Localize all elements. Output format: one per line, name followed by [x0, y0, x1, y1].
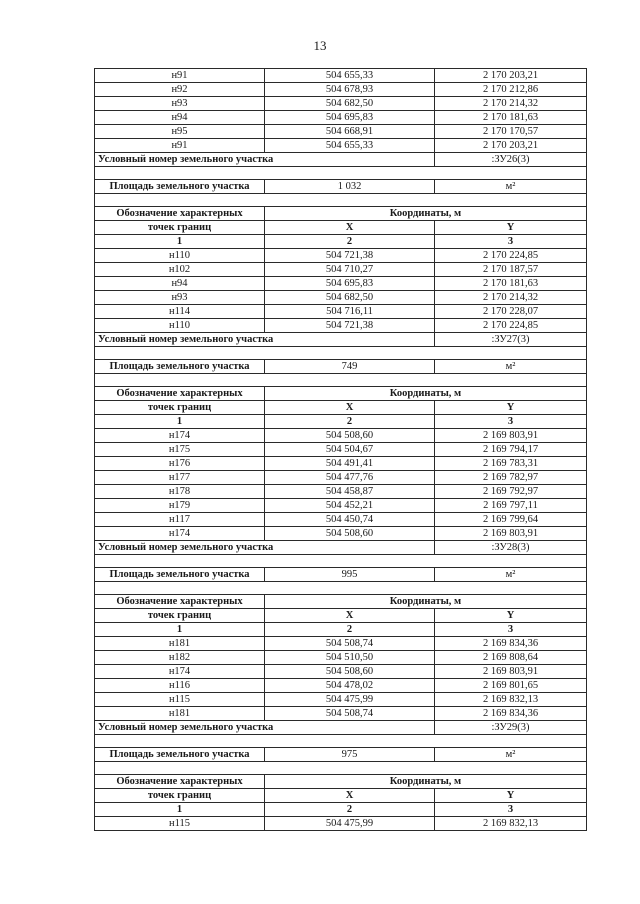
table-row [95, 305, 587, 319]
x-value: 504 508,74 [265, 707, 435, 721]
y-value: 2 170 228,07 [435, 305, 587, 319]
area-label: Площадь земельного участка [95, 360, 265, 374]
y-value: 2 169 794,17 [435, 443, 587, 457]
point-name: н176 [95, 457, 265, 471]
point-name: н102 [95, 263, 265, 277]
column-number: 2 [265, 415, 435, 429]
x-header: X [265, 789, 435, 803]
column-number: 2 [265, 235, 435, 249]
header-row [95, 221, 587, 235]
x-value: 504 695,83 [265, 111, 435, 125]
cadastral-row [95, 333, 587, 347]
point-name: н117 [95, 513, 265, 527]
y-value: 2 170 181,63 [435, 111, 587, 125]
header-row [95, 387, 587, 401]
table-row [95, 429, 587, 443]
x-value: 504 508,60 [265, 429, 435, 443]
y-value: 2 169 782,97 [435, 471, 587, 485]
column-number: 1 [95, 623, 265, 637]
spacer-row [95, 735, 587, 748]
spacer-cell [95, 347, 587, 360]
cadastral-number: :ЗУ29(3) [435, 721, 587, 735]
point-name: н95 [95, 125, 265, 139]
x-value: 504 682,50 [265, 291, 435, 305]
point-name: н94 [95, 277, 265, 291]
table-row [95, 637, 587, 651]
y-value: 2 170 212,86 [435, 83, 587, 97]
cadastral-row [95, 541, 587, 555]
y-value: 2 169 832,13 [435, 693, 587, 707]
x-value: 504 710,27 [265, 263, 435, 277]
y-value: 2 170 203,21 [435, 139, 587, 153]
x-header: X [265, 609, 435, 623]
x-header: X [265, 401, 435, 415]
cadastral-label: Условный номер земельного участка [95, 721, 435, 735]
table-row [95, 249, 587, 263]
y-value: 2 169 801,65 [435, 679, 587, 693]
y-header: Y [435, 221, 587, 235]
area-value: 975 [265, 748, 435, 762]
header-row [95, 609, 587, 623]
y-value: 2 169 803,91 [435, 665, 587, 679]
column-number-row [95, 623, 587, 637]
x-value: 504 477,76 [265, 471, 435, 485]
table-row [95, 97, 587, 111]
spacer-row [95, 167, 587, 180]
table-row [95, 83, 587, 97]
area-label: Площадь земельного участка [95, 180, 265, 194]
cadastral-label: Условный номер земельного участка [95, 541, 435, 555]
area-unit: м² [435, 180, 587, 194]
point-name: н91 [95, 69, 265, 83]
x-value: 504 508,60 [265, 527, 435, 541]
table-row [95, 457, 587, 471]
point-name: н93 [95, 97, 265, 111]
table-row [95, 69, 587, 83]
header-row [95, 789, 587, 803]
y-value: 2 169 803,91 [435, 527, 587, 541]
y-header: Y [435, 401, 587, 415]
x-value: 504 510,50 [265, 651, 435, 665]
table-row [95, 513, 587, 527]
x-value: 504 504,67 [265, 443, 435, 457]
y-value: 2 170 170,57 [435, 125, 587, 139]
column-number-row [95, 235, 587, 249]
cadastral-label: Условный номер земельного участка [95, 153, 435, 167]
y-value: 2 170 187,57 [435, 263, 587, 277]
x-value: 504 508,60 [265, 665, 435, 679]
points-header: Обозначение характерных [95, 595, 265, 609]
coordinates-header: Координаты, м [265, 207, 587, 221]
point-name: н182 [95, 651, 265, 665]
table-row [95, 319, 587, 333]
table-row [95, 485, 587, 499]
column-number: 1 [95, 235, 265, 249]
points-header: точек границ [95, 401, 265, 415]
spacer-row [95, 582, 587, 595]
table-row [95, 651, 587, 665]
header-row [95, 595, 587, 609]
x-value: 504 452,21 [265, 499, 435, 513]
point-name: н94 [95, 111, 265, 125]
area-row [95, 180, 587, 194]
spacer-cell [95, 762, 587, 775]
table-row [95, 139, 587, 153]
page-number: 13 [313, 38, 327, 53]
coordinates-header: Координаты, м [265, 775, 587, 789]
y-value: 2 169 808,64 [435, 651, 587, 665]
y-value: 2 170 224,85 [435, 249, 587, 263]
column-number-row [95, 803, 587, 817]
points-header: Обозначение характерных [95, 207, 265, 221]
spacer-cell [95, 167, 587, 180]
y-value: 2 169 832,13 [435, 817, 587, 831]
coordinates-header: Координаты, м [265, 387, 587, 401]
point-name: н175 [95, 443, 265, 457]
area-label: Площадь земельного участка [95, 748, 265, 762]
cadastral-row [95, 153, 587, 167]
spacer-row [95, 374, 587, 387]
x-value: 504 721,38 [265, 319, 435, 333]
x-value: 504 655,33 [265, 69, 435, 83]
table-row [95, 277, 587, 291]
point-name: н114 [95, 305, 265, 319]
y-value: 2 170 214,32 [435, 97, 587, 111]
spacer-row [95, 347, 587, 360]
point-name: н174 [95, 665, 265, 679]
area-value: 995 [265, 568, 435, 582]
area-unit: м² [435, 360, 587, 374]
x-value: 504 695,83 [265, 277, 435, 291]
column-number: 2 [265, 623, 435, 637]
y-value: 2 170 224,85 [435, 319, 587, 333]
cadastral-label: Условный номер земельного участка [95, 333, 435, 347]
point-name: н115 [95, 817, 265, 831]
x-value: 504 475,99 [265, 817, 435, 831]
table-row [95, 443, 587, 457]
spacer-cell [95, 582, 587, 595]
table-row [95, 471, 587, 485]
point-name: н116 [95, 679, 265, 693]
x-value: 504 475,99 [265, 693, 435, 707]
area-unit: м² [435, 748, 587, 762]
point-name: н93 [95, 291, 265, 305]
column-number: 1 [95, 415, 265, 429]
spacer-row [95, 555, 587, 568]
header-row [95, 401, 587, 415]
point-name: н181 [95, 707, 265, 721]
coordinates-header: Координаты, м [265, 595, 587, 609]
column-number-row [95, 415, 587, 429]
y-value: 2 169 792,97 [435, 485, 587, 499]
coordinates-table [94, 68, 587, 831]
cadastral-row [95, 721, 587, 735]
table-row [95, 291, 587, 305]
table-row [95, 527, 587, 541]
points-header: точек границ [95, 221, 265, 235]
table-row [95, 693, 587, 707]
area-row [95, 360, 587, 374]
y-value: 2 169 783,31 [435, 457, 587, 471]
area-value: 1 032 [265, 180, 435, 194]
column-number: 3 [435, 235, 587, 249]
x-value: 504 716,11 [265, 305, 435, 319]
spacer-cell [95, 735, 587, 748]
y-value: 2 169 797,11 [435, 499, 587, 513]
x-value: 504 491,41 [265, 457, 435, 471]
header-row [95, 775, 587, 789]
point-name: н92 [95, 83, 265, 97]
table-row [95, 817, 587, 831]
y-value: 2 170 214,32 [435, 291, 587, 305]
area-row [95, 568, 587, 582]
header-row [95, 207, 587, 221]
table-row [95, 679, 587, 693]
x-value: 504 458,87 [265, 485, 435, 499]
point-name: н181 [95, 637, 265, 651]
point-name: н177 [95, 471, 265, 485]
points-header: Обозначение характерных [95, 775, 265, 789]
points-header: Обозначение характерных [95, 387, 265, 401]
y-header: Y [435, 789, 587, 803]
table-row [95, 499, 587, 513]
y-value: 2 170 203,21 [435, 69, 587, 83]
column-number: 2 [265, 803, 435, 817]
spacer-cell [95, 555, 587, 568]
spacer-row [95, 762, 587, 775]
y-value: 2 169 834,36 [435, 637, 587, 651]
point-name: н115 [95, 693, 265, 707]
y-value: 2 169 799,64 [435, 513, 587, 527]
area-label: Площадь земельного участка [95, 568, 265, 582]
table-row [95, 125, 587, 139]
cadastral-number: :ЗУ27(3) [435, 333, 587, 347]
column-number: 3 [435, 623, 587, 637]
y-value: 2 169 834,36 [435, 707, 587, 721]
area-row [95, 748, 587, 762]
point-name: н91 [95, 139, 265, 153]
table-row [95, 111, 587, 125]
y-header: Y [435, 609, 587, 623]
x-value: 504 478,02 [265, 679, 435, 693]
spacer-row [95, 194, 587, 207]
points-header: точек границ [95, 609, 265, 623]
x-value: 504 678,93 [265, 83, 435, 97]
area-unit: м² [435, 568, 587, 582]
point-name: н174 [95, 527, 265, 541]
cadastral-number: :ЗУ26(3) [435, 153, 587, 167]
point-name: н110 [95, 249, 265, 263]
x-value: 504 668,91 [265, 125, 435, 139]
area-value: 749 [265, 360, 435, 374]
x-value: 504 450,74 [265, 513, 435, 527]
x-header: X [265, 221, 435, 235]
point-name: н110 [95, 319, 265, 333]
table-row [95, 707, 587, 721]
column-number: 3 [435, 803, 587, 817]
x-value: 504 655,33 [265, 139, 435, 153]
spacer-cell [95, 194, 587, 207]
point-name: н178 [95, 485, 265, 499]
x-value: 504 721,38 [265, 249, 435, 263]
points-header: точек границ [95, 789, 265, 803]
table-row [95, 263, 587, 277]
column-number: 1 [95, 803, 265, 817]
point-name: н179 [95, 499, 265, 513]
x-value: 504 508,74 [265, 637, 435, 651]
x-value: 504 682,50 [265, 97, 435, 111]
point-name: н174 [95, 429, 265, 443]
column-number: 3 [435, 415, 587, 429]
table-row [95, 665, 587, 679]
y-value: 2 170 181,63 [435, 277, 587, 291]
cadastral-number: :ЗУ28(3) [435, 541, 587, 555]
y-value: 2 169 803,91 [435, 429, 587, 443]
spacer-cell [95, 374, 587, 387]
